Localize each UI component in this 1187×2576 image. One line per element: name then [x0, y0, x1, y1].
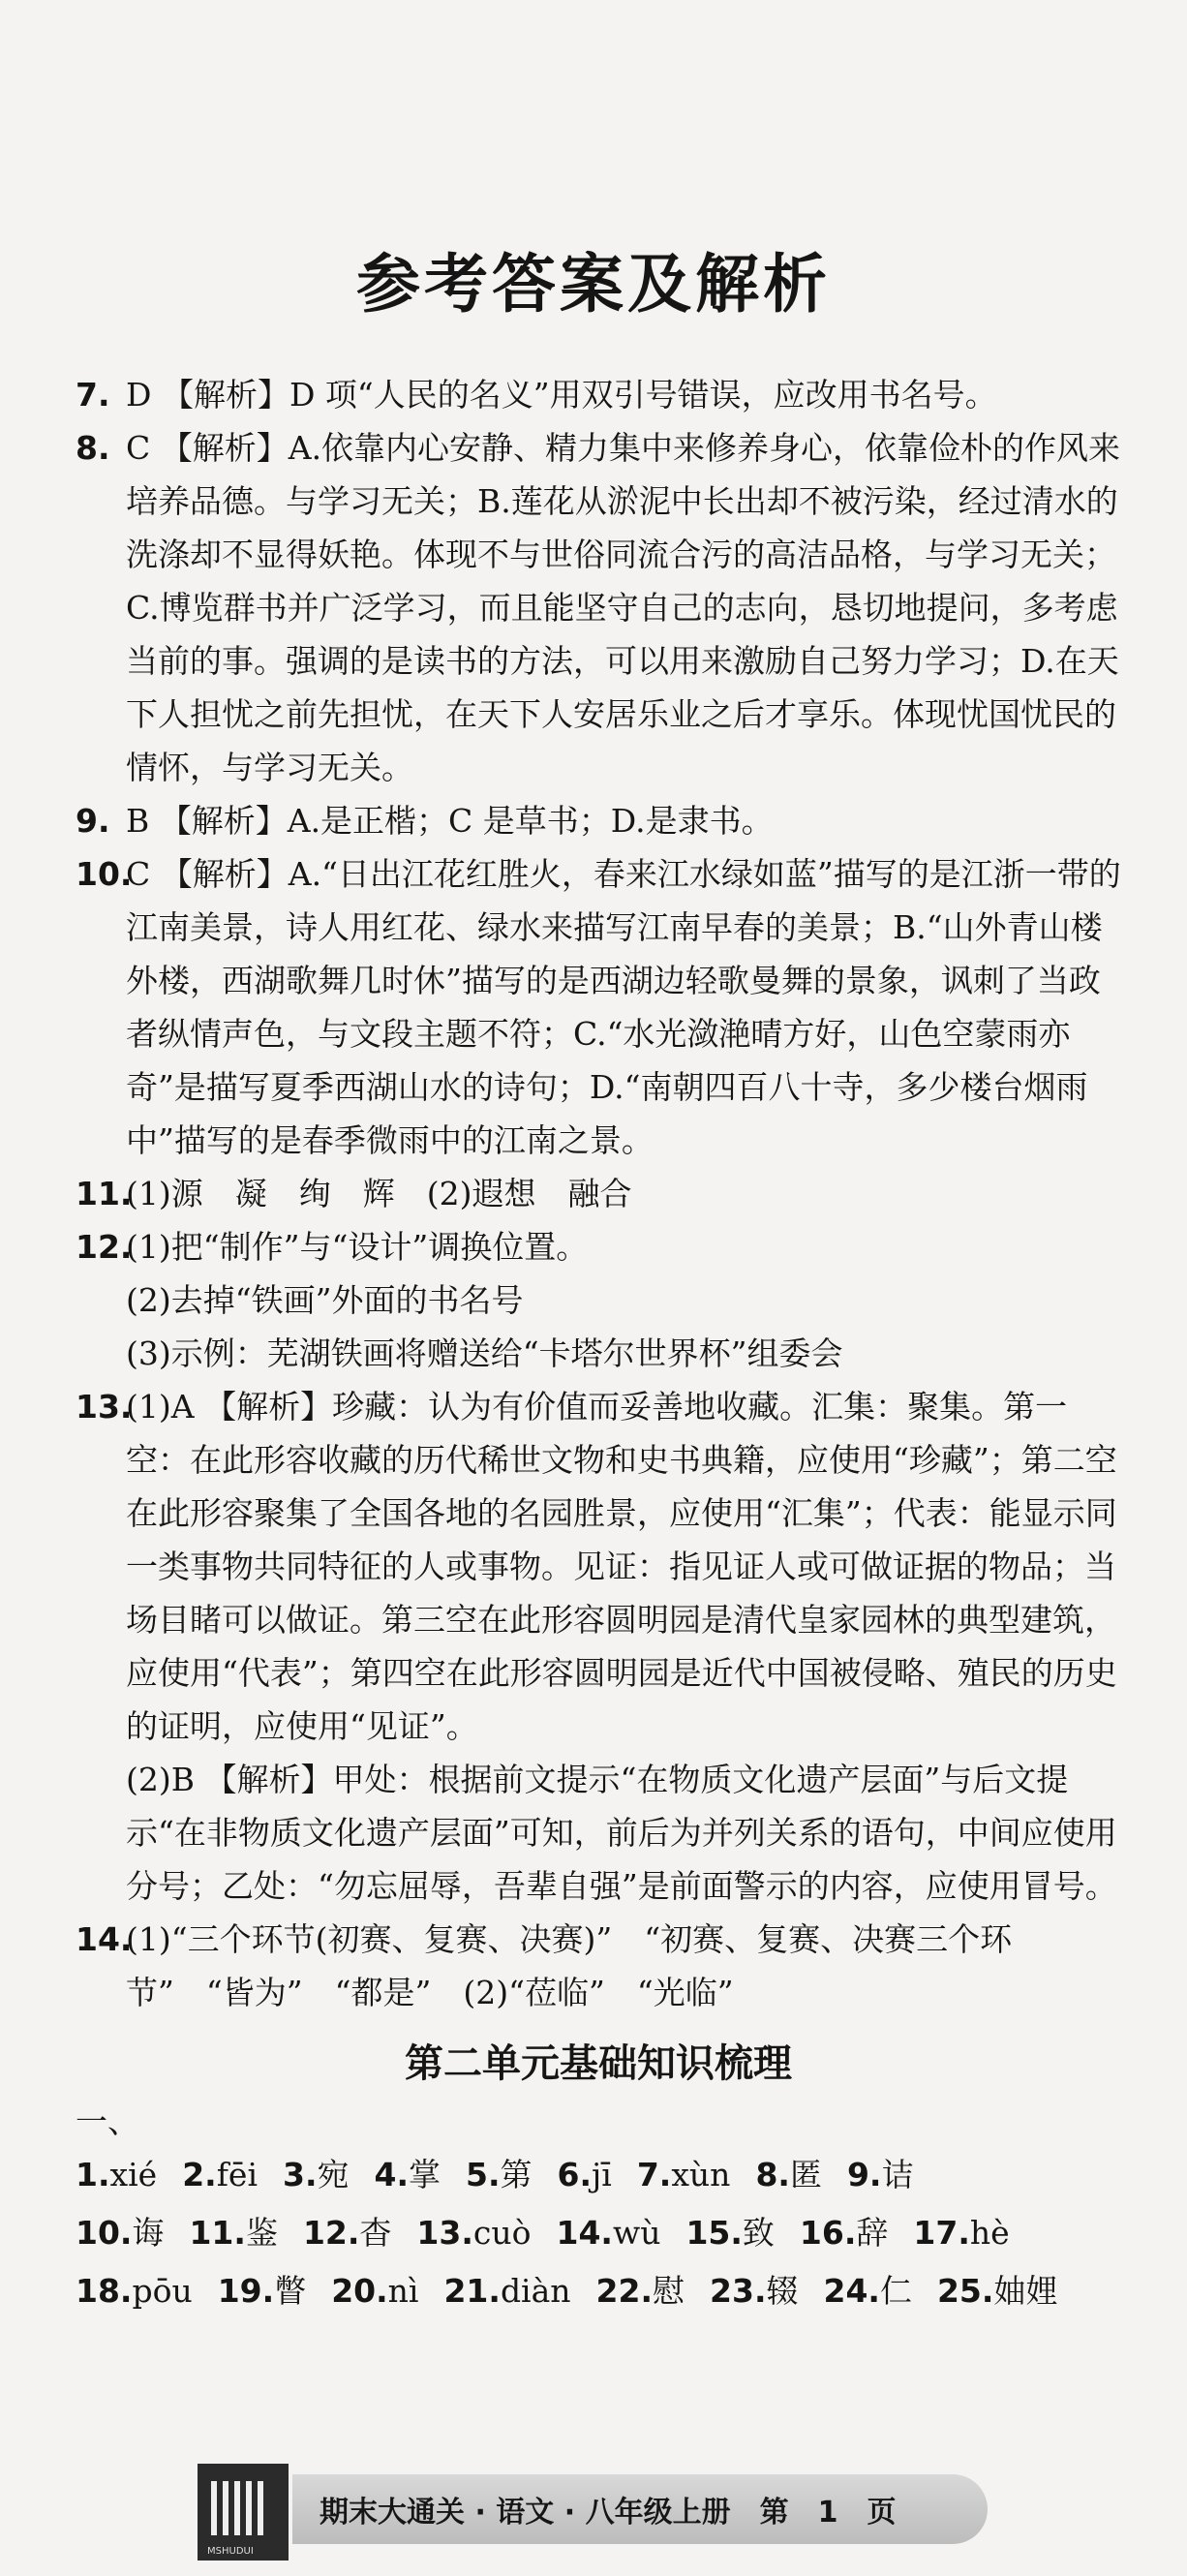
answer-text: C 【解析】A.“日出江花红胜火，春来江水绿如蓝”描写的是江浙一带的江南美景，诗人用红花、绿水来描写江南早春的美景；B.“山外青山楼外楼，西湖歌舞几时休”描写的是西湖边轻歌曼舞的景象，讽刺了当政者纵情声色，与文段主题不符；C.“水光潋滟晴方好，山色空蒙雨亦奇”是描写夏季西湖山水的诗句；D.“南朝四百八十寺，多少楼台烟雨中”描写的是春季微雨中的江南之景。 [126, 855, 1121, 1159]
answer-text: (3)示例：芜湖铁画将赠送给“卡塔尔世界杯”组委会 [126, 1334, 843, 1372]
vocab-number: 24. [823, 2272, 880, 2310]
vocab-number: 8. [755, 2156, 790, 2193]
vocab-number: 3. [283, 2156, 318, 2193]
vocab-number: 9. [846, 2156, 882, 2193]
vocab-number: 21. [443, 2272, 501, 2310]
part-mark: 一、 [76, 2102, 139, 2140]
vocab-answer: nì [387, 2272, 419, 2310]
vocab-item [710, 2262, 798, 2320]
vocab-answer: 妯娌 [993, 2272, 1058, 2310]
vocab-number: 10. [76, 2214, 133, 2252]
vocab-answer: diàn [500, 2272, 571, 2310]
footer-bar [194, 2474, 988, 2544]
vocab-answer: 宛 [317, 2156, 350, 2193]
vocab-item [913, 2204, 1009, 2262]
vocab-item [76, 2204, 164, 2262]
vocab-item [847, 2146, 914, 2204]
vocab-number: 6. [557, 2156, 593, 2193]
vocab-answer: 诘 [881, 2156, 914, 2193]
answer-content [76, 368, 1121, 2320]
answer-number: 13. [76, 1388, 133, 1426]
vocab-number: 4. [374, 2156, 410, 2193]
vocab-item [283, 2146, 350, 2204]
answer-number: 12. [76, 1228, 133, 1266]
vocab-number: 25. [936, 2272, 994, 2310]
vocab-answer: 慰 [653, 2272, 685, 2310]
footer-text: 期末大通关 · 语文 · 八年级上册 第 1 页 [320, 2496, 897, 2530]
vocab-number: 19. [217, 2272, 275, 2310]
answer-text: (1)把“制作”与“设计”调换位置。 [126, 1228, 589, 1266]
answer-item [76, 1380, 1121, 1913]
vocab-item [416, 2204, 531, 2262]
vocab-item [331, 2262, 418, 2320]
vocab-answer: 鉴 [245, 2214, 278, 2252]
answer-item [76, 421, 1121, 794]
answer-text: D 【解析】D 项“人民的名义”用双引号错误，应改用书名号。 [126, 376, 997, 414]
vocab-item [76, 2146, 157, 2204]
vocab-answer: xié [109, 2156, 158, 2193]
answer-item [76, 847, 1121, 1167]
vocab-answer: 仁 [879, 2272, 912, 2310]
vocab-item [685, 2204, 774, 2262]
vocab-number: 22. [595, 2272, 654, 2310]
answer-text: (1)“三个环节(初赛、复赛、决赛)” “初赛、复赛、决赛三个环节” “皆为” “都是” (2)“莅临” “光临” [126, 1920, 1013, 2011]
vocab-number: 1. [76, 2156, 110, 2193]
answer-number: 11. [76, 1175, 133, 1212]
vocab-answer: jī [592, 2156, 612, 2193]
vocab-answer: fēi [216, 2156, 259, 2193]
answer-number: 9. [76, 802, 110, 840]
vocab-number: 11. [189, 2214, 246, 2252]
answer-number: 7. [76, 376, 110, 414]
vocab-answer: 致 [742, 2214, 775, 2252]
vocab-item [466, 2146, 533, 2204]
answer-number: 14. [76, 1920, 133, 1958]
answer-item [76, 1167, 1121, 1220]
vocab-number: 18. [76, 2272, 133, 2310]
answer-item [76, 1220, 1121, 1380]
vocab-item [556, 2204, 660, 2262]
vocab-number: 17. [913, 2214, 970, 2252]
answer-item [76, 1913, 1121, 2019]
vocab-row [76, 2204, 1121, 2262]
vocab-number: 13. [416, 2214, 473, 2252]
vocab-item [823, 2262, 911, 2320]
vocab-answer: 匿 [789, 2156, 822, 2193]
vocab-answer: 掌 [409, 2156, 441, 2193]
answer-text: (1)源 凝 绚 辉 (2)遐想 融合 [126, 1175, 632, 1212]
vocab-number: 23. [710, 2272, 767, 2310]
vocab-item [303, 2204, 391, 2262]
vocab-item [375, 2146, 441, 2204]
vocab-row [76, 2262, 1121, 2320]
vocab-answer: cuò [472, 2214, 532, 2252]
page-title: 参考答案及解析 [356, 247, 831, 322]
vocab-item [76, 2262, 193, 2320]
answer-number: 8. [76, 429, 110, 467]
answer-item [76, 368, 1121, 421]
answer-list [76, 368, 1121, 2019]
vocab-item [189, 2204, 277, 2262]
vocab-item [637, 2146, 731, 2204]
vocab-item [558, 2146, 612, 2204]
vocab-list [76, 2146, 1121, 2320]
answer-number: 10. [76, 855, 133, 893]
vocab-item [596, 2262, 685, 2320]
vocab-item [218, 2262, 306, 2320]
vocab-number: 15. [685, 2214, 743, 2252]
vocab-item [800, 2204, 888, 2262]
answer-item [76, 794, 1121, 847]
vocab-answer: pōu [132, 2272, 193, 2310]
vocab-answer: hè [969, 2214, 1010, 2252]
vocab-number: 12. [302, 2214, 360, 2252]
vocab-row [76, 2146, 1121, 2204]
answer-text: (1)A 【解析】珍藏：认为有价值而妥善地收藏。汇集：聚集。第一空：在此形容收藏的历代稀世文物和史书典籍，应使用“珍藏”；第二空在此形容聚集了全国各地的名园胜景，应使用“汇集”；代表：能显示同一类事物共同特征的人或事物。见证：指见证人或可做证据的物品；当场目睹可以做证。第三空在此形容圆明园是清代皇家园林的典型建筑，应使用“代表”；第四空在此形容圆明园是近代中国被侵略、殖民的历史的证明，应使用“见证”。 [126, 1388, 1117, 1745]
vocab-number: 20. [331, 2272, 388, 2310]
vocab-item [182, 2146, 258, 2204]
vocab-answer: 诲 [132, 2214, 165, 2252]
vocab-number: 5. [466, 2156, 501, 2193]
vocab-answer: 瞥 [274, 2272, 307, 2310]
vocab-answer: wù [612, 2214, 661, 2252]
brand-logo: MSHUDUI [194, 2460, 292, 2564]
answer-text: (2)B 【解析】甲处：根据前文提示“在物质文化遗产层面”与后文提示“在非物质文化遗产层面”可知，前后为并列关系的语句，中间应使用分号；乙处：“勿忘屈辱，吾辈自强”是前面警示的内容，应使用冒号。 [126, 1761, 1117, 1905]
vocab-answer: 杳 [359, 2214, 392, 2252]
vocab-item [937, 2262, 1057, 2320]
vocab-answer: 辞 [856, 2214, 889, 2252]
section-title: 第二单元基础知识梳理 [405, 2041, 792, 2086]
answer-text: (2)去掉“铁画”外面的书名号 [126, 1281, 524, 1319]
vocab-item [755, 2146, 822, 2204]
vocab-answer: xùn [671, 2156, 731, 2193]
vocab-number: 2. [182, 2156, 217, 2193]
answer-text: C 【解析】A.依靠内心安静、精力集中来修养身心，依靠俭朴的作风来培养品德。与学习无关；B.莲花从淤泥中长出却不被污染，经过清水的洗涤却不显得妖艳。体现不与世俗同流合污的高洁品格，与学习无关；C.博览群书并广泛学习，而且能坚守自己的志向，恳切地提问，多考虑当前的事。强调的是读书的方法，可以用来激励自己努力学习；D.在天下人担忧之前先担忧，在天下人安居乐业之后才享乐。体现忧国忧民的情怀，与学习无关。 [126, 429, 1121, 786]
vocab-number: 16. [799, 2214, 857, 2252]
answer-text: B 【解析】A.是正楷；C 是草书；D.是隶书。 [126, 802, 774, 840]
vocab-item [443, 2262, 570, 2320]
vocab-answer: 第 [500, 2156, 533, 2193]
vocab-number: 7. [636, 2156, 672, 2193]
vocab-number: 14. [556, 2214, 613, 2252]
vocab-answer: 辍 [766, 2272, 799, 2310]
